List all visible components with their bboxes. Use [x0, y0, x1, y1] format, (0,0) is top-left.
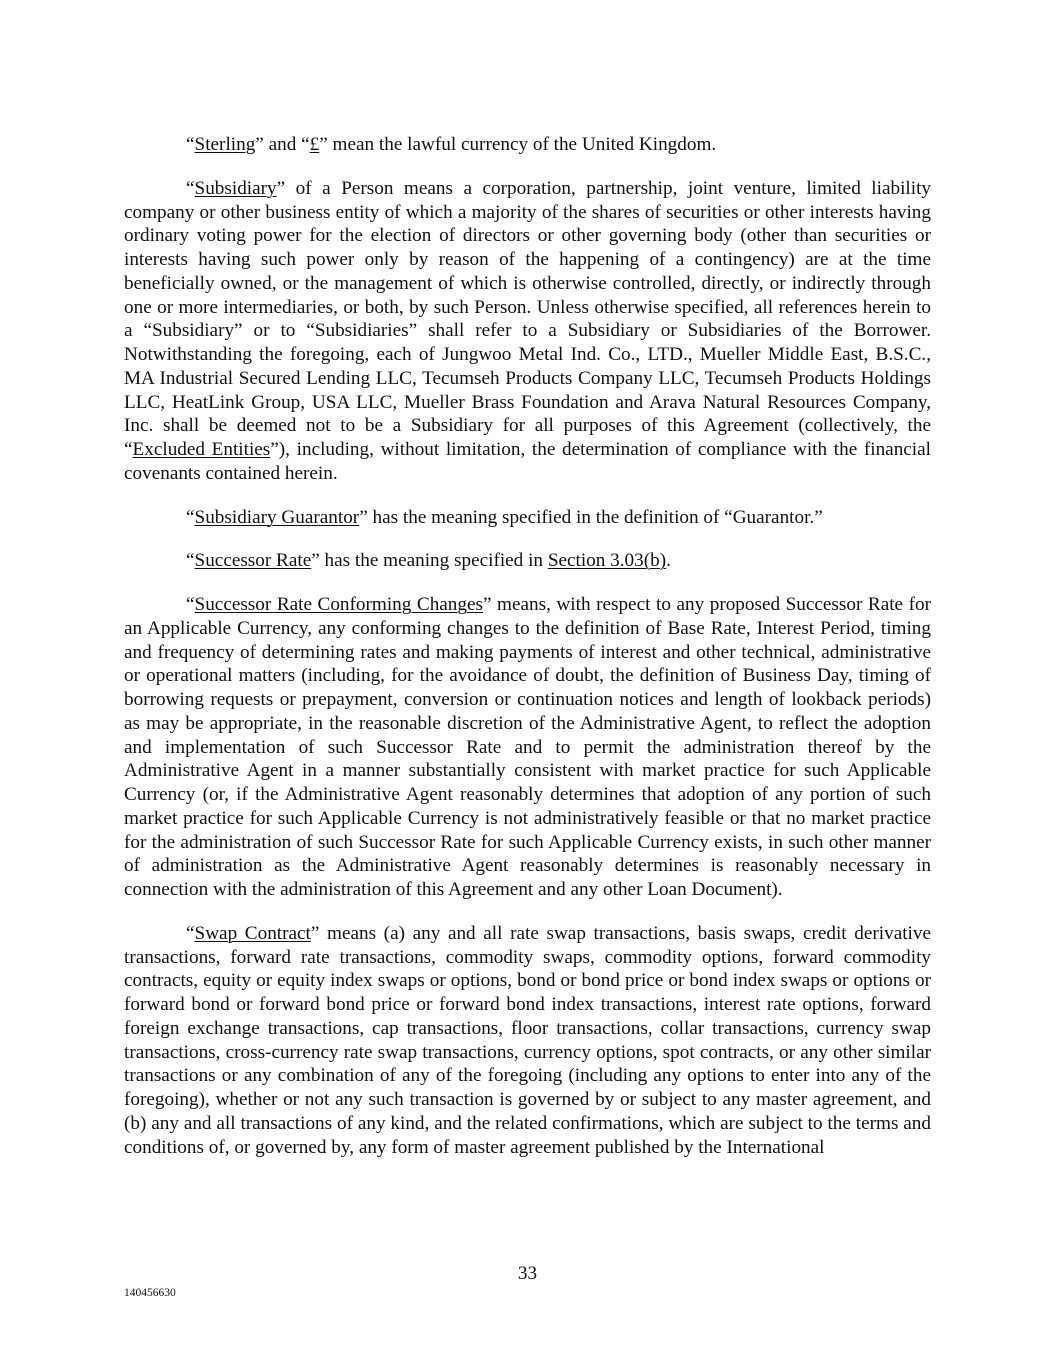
paragraph-text: ” and “: [255, 134, 310, 155]
defined-term: Excluded Entities: [132, 439, 271, 460]
document-page-body: [124, 133, 931, 1179]
defined-term: Section 3.03(b): [547, 550, 667, 572]
paragraph-text: “: [186, 506, 195, 528]
definition-paragraph-sterling: [124, 133, 931, 157]
definition-paragraph-swap-contract: [124, 922, 931, 1160]
paragraph-text: “: [186, 550, 195, 572]
defined-term: Swap Contract: [194, 922, 311, 944]
paragraph-text: ” mean the lawful currency of the United Kingdom.: [319, 134, 717, 155]
paragraph-text: “: [186, 594, 195, 615]
definition-paragraph-successor-rate: [124, 549, 931, 573]
definition-paragraph-subsidiary-guarantor: [124, 506, 931, 530]
paragraph-text: ” means, with respect to any proposed Successor Rate for an Applicable Currency, any conforming changes to the definition of Base Rate, Interest Period, timing and frequency of determining rates and making payments of interest and other technical, administrative or operational matters (including, for the avoidance of doubt, the definition of Business Day, timing of borrowing requests or prepayment, conversion or continuation notices and length of lookback periods) as may be appropriate, in the reasonable discretion of the Administrative Agent, to reflect the adoption and implementation of such Successor Rate and to permit the administration thereof by the Administrative Agent in a manner substantially consistent with market practice for such Applicable Currency (or, if the Administrative Agent reasonably determines that adoption of any portion of such market practice for such Applicable Currency is not administratively feasible or that no market practice for the administration of such Successor Rate for such Applicable Currency exists, in such other manner of administration as the Administrative Agent reasonably determines is reasonably necessary in connection with the administration of this Agreement and any other Loan Document).: [124, 594, 931, 900]
defined-term: Sterling: [194, 134, 256, 155]
defined-term: Subsidiary Guarantor: [194, 506, 360, 528]
paragraph-text: “: [186, 177, 195, 199]
defined-term: £: [309, 134, 320, 155]
paragraph-text: ” has the meaning specified in: [311, 550, 548, 572]
document-id: 140456630: [124, 1287, 176, 1299]
page-number: 33: [517, 1263, 538, 1284]
paragraph-text: ” means (a) any and all rate swap transactions, basis swaps, credit derivative transactions, forward rate transactions, commodity swaps, commodity options, forward commodity contracts, equity or equity index swaps or options, bond or bond price or bond index swaps or options or forward bond or forward bond price or forward bond index transactions, interest rate options, forward foreign exchange transactions, cap transactions, floor transactions, collar transactions, currency swap transactions, cross-currency rate swap transactions, currency options, spot contracts, or any other similar transactions or any combination of any of the foregoing (including any options to enter into any of the foregoing), whether or not any such transaction is governed by or subject to any master agreement, and (b) any and all transactions of any kind, and the related confirmations, which are subject to the terms and conditions of, or governed by, any form of master agreement published by the International: [124, 922, 931, 1158]
definition-paragraph-subsidiary: [124, 177, 931, 486]
paragraph-text: ” has the meaning specified in the definition of “Guarantor.”: [359, 506, 823, 528]
defined-term: Successor Rate: [194, 550, 312, 572]
paragraph-text: .: [666, 550, 671, 572]
definition-paragraph-successor-rate-conforming-changes: [124, 593, 931, 902]
paragraph-text: ” of a Person means a corporation, partnership, joint venture, limited liability company or other business entity of which a majority of the shares of securities or other interests having ordinary voting power for the election of directors or other governing body (other than securities or interests having such power only by reason of the happening of a contingency) are at the time beneficially owned, or the management of which is otherwise controlled, directly, or indirectly through one or more intermediaries, or both, by such Person. Unless otherwise specified, all references herein to a “Subsidiary” or to “Subsidiaries” shall refer to a Subsidiary or Subsidiaries of the Borrower. Notwithstanding the foregoing, each of Jungwoo Metal Ind. Co., LTD., Mueller Middle East, B.S.C., MA Industrial Secured Lending LLC, Tecumseh Products Company LLC, Tecumseh Products Holdings LLC, HeatLink Group, USA LLC, Mueller Brass Foundation and Arava Natural Resources Company, Inc. shall be deemed not to be a Subsidiary for all purposes of this Agreement (collectively, the “: [124, 177, 931, 460]
paragraph-text: ”), including, without limitation, the determination of compliance with the financial covenants contained herein.: [124, 439, 931, 484]
defined-term: Subsidiary: [194, 177, 277, 199]
paragraph-text: “: [186, 922, 195, 944]
paragraph-text: “: [186, 134, 195, 155]
defined-term: Successor Rate Conforming Changes: [194, 594, 483, 615]
